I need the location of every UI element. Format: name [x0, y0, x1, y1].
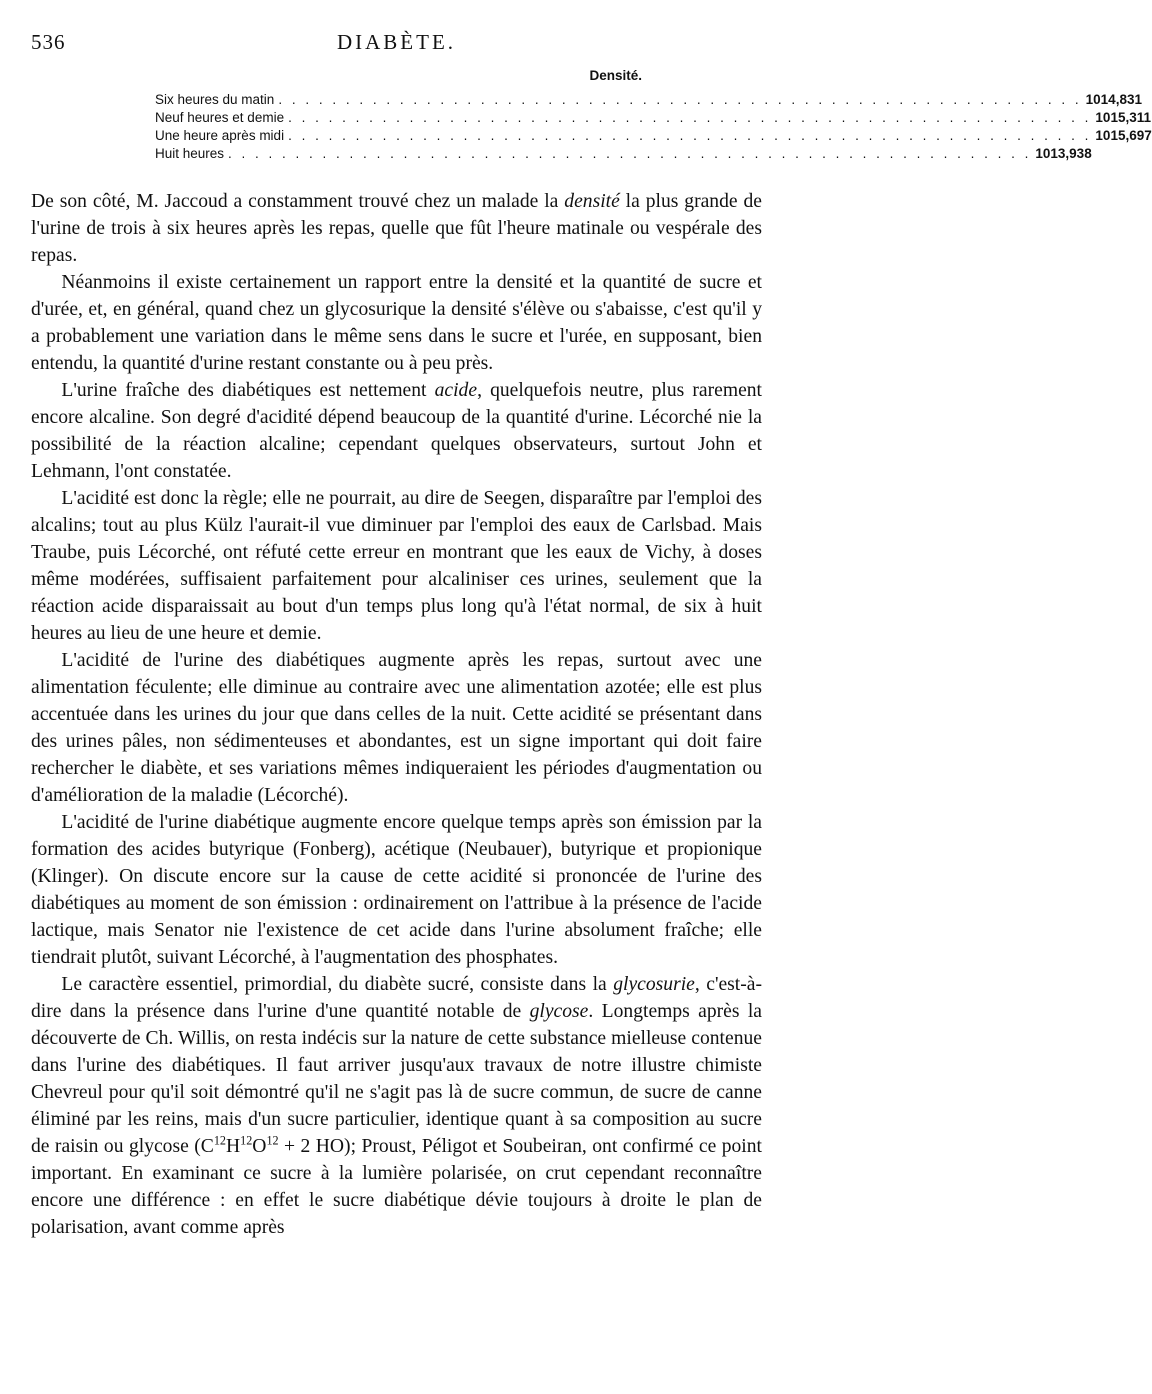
- paragraph: [31, 485, 762, 647]
- density-time-label: Six heures du matin: [155, 92, 275, 107]
- paragraph: [31, 269, 762, 377]
- dot-leader: . . . . . . . . . . . . . . . . . . . . . . . . . . . . . . . . . . . . . . . . . . . . . . . . . . . . . . . . . . . .: [288, 110, 1092, 125]
- density-time-label: Huit heures: [155, 146, 225, 161]
- paragraph: [31, 647, 762, 809]
- italic-term: densité: [564, 191, 620, 212]
- density-row: [155, 145, 1092, 163]
- dot-leader: . . . . . . . . . . . . . . . . . . . . . . . . . . . . . . . . . . . . . . . . . . . . . . . . . . . . . . . . . . . .: [278, 92, 1082, 107]
- text-run: L'acidité est donc la règle; elle ne pourrait, au dire de Seegen, disparaître par l'emploi des alcalins; tout au plus Külz l'aurait-il vue diminuer par l'emploi des eaux de Carlsbad. Mais Traube, puis Lécorché, ont réfuté cette erreur en montrant que les eaux de Vichy, à doses même modérées, suffisaient parfaitement pour alcaliniser ces urines, seulement que la réaction acide disparaissait au bout d'un temps plus long qu'à l'état normal, de six à huit heures au lieu de une heure et demie.: [31, 488, 762, 644]
- italic-term: glycose: [529, 1001, 589, 1022]
- superscript: 12: [266, 1133, 279, 1148]
- density-time-label: Neuf heures et demie: [155, 110, 285, 125]
- density-rows: [155, 91, 1152, 163]
- paragraph: [31, 377, 762, 485]
- italic-term: acide: [434, 380, 478, 401]
- density-row: [155, 91, 1142, 109]
- italic-term: glycosurie: [613, 974, 695, 995]
- text-run: H: [225, 1136, 241, 1157]
- body-text: [31, 188, 762, 1241]
- text-run: Le caractère essentiel, primordial, du diabète sucré, consiste dans la: [61, 974, 614, 995]
- text-run: la plus grande de l'urine de trois à six heures après les repas, quelle que fût l'heure matinale ou vespérale des repas.: [31, 191, 762, 266]
- density-table: [155, 63, 1152, 163]
- superscript: 12: [240, 1133, 253, 1148]
- text-run: L'urine fraîche des diabétiques est nettement: [61, 380, 435, 401]
- dot-leader: . . . . . . . . . . . . . . . . . . . . . . . . . . . . . . . . . . . . . . . . . . . . . . . . . . . . . . . . . . . .: [228, 146, 1032, 161]
- text-run: Néanmoins il existe certainement un rapport entre la densité et la quantité de sucre et d'urée, et, en général, quand chez un glycosurique la densité s'élève ou s'abaisse, c'est qu'il y a probablement une variation dans le même sens dans le sucre et l'urée, en supposant, bien entendu, la quantité d'urine restant constante ou à peu près.: [31, 272, 762, 374]
- paragraph: [31, 971, 762, 1241]
- text-run: O: [252, 1136, 267, 1157]
- density-row: [155, 109, 1151, 127]
- running-title: DIABÈTE.: [336, 30, 457, 54]
- text-run: , c'est-à-dire dans la présence dans l'urine d'une quantité notable de: [31, 974, 762, 1022]
- dot-leader: . . . . . . . . . . . . . . . . . . . . . . . . . . . . . . . . . . . . . . . . . . . . . . . . . . . . . . . . . . . .: [288, 128, 1092, 143]
- page-number: 536: [31, 30, 66, 54]
- page-header: [31, 30, 762, 60]
- text-run: . Longtemps après la découverte de Ch. Willis, on resta indécis sur la nature de cette substance mielleuse contenue dans l'urine des diabétiques. Il faut arriver jusqu'aux travaux de notre illustre chimiste Chevreul pour qu'il soit démontré qu'il ne s'agit pas là de sucre commun, de sucre de canne éliminé par les reins, mais d'un sucre particulier, identique quant à sa composition au sucre de raisin ou glycose (C: [31, 1001, 762, 1157]
- text-run: + 2 HO); Proust, Péligot et Soubeiran, ont confirmé ce point important. En examinant ce sucre à la lumière polarisée, on crut cependant reconnaître encore une différence : en effet le sucre diabétique dévie toujours à droite le plan de polarisation, avant comme après: [31, 1136, 762, 1238]
- density-row: [155, 127, 1152, 145]
- density-value: 1014,831: [1085, 92, 1142, 107]
- density-time-label: Une heure après midi: [155, 128, 285, 143]
- superscript: 12: [213, 1133, 226, 1148]
- text-run: , quelquefois neutre, plus rarement encore alcaline. Son degré d'acidité dépend beaucoup de la quantité d'urine. Lécorché nie la possibilité de la réaction alcaline; cependant quelques observateurs, surtout John et Lehmann, l'ont constatée.: [31, 380, 763, 482]
- text-run: L'acidité de l'urine des diabétiques augmente après les repas, surtout avec une alimentation féculente; elle diminue au contraire avec une alimentation azotée; elle est plus accentuée dans les urines du jour que dans celles de la nuit. Cette acidité se présentant dans des urines pâles, non sédimenteuses et abondantes, est un signe important qui doit faire rechercher le diabète, et ses variations mêmes indiqueraient les périodes d'augmentation ou d'amélioration de la maladie (Lécorché).: [31, 650, 762, 806]
- paragraph: [31, 188, 762, 269]
- density-value: 1013,938: [1035, 146, 1092, 161]
- density-value: 1015,311: [1095, 110, 1151, 125]
- density-column-header: Densité.: [589, 68, 642, 83]
- text-run: L'acidité de l'urine diabétique augmente encore quelque temps après son émission par la formation des acides butyrique (Fonberg), acétique (Neubauer), butyrique et propionique (Klinger). On discute encore sur la cause de cette acidité si prononcée de l'urine des diabétiques au moment de son émission : ordinairement on l'attribue à la présence de l'acide lactique, mais Senator nie l'existence de cet acide dans l'urine absolument fraîche; elle tiendrait plutôt, suivant Lécorché, à l'augmentation des phosphates.: [31, 812, 762, 968]
- density-value: 1015,697: [1095, 128, 1152, 143]
- paragraph: [31, 809, 762, 971]
- text-run: De son côté, M. Jaccoud a constamment trouvé chez un malade la: [31, 191, 565, 212]
